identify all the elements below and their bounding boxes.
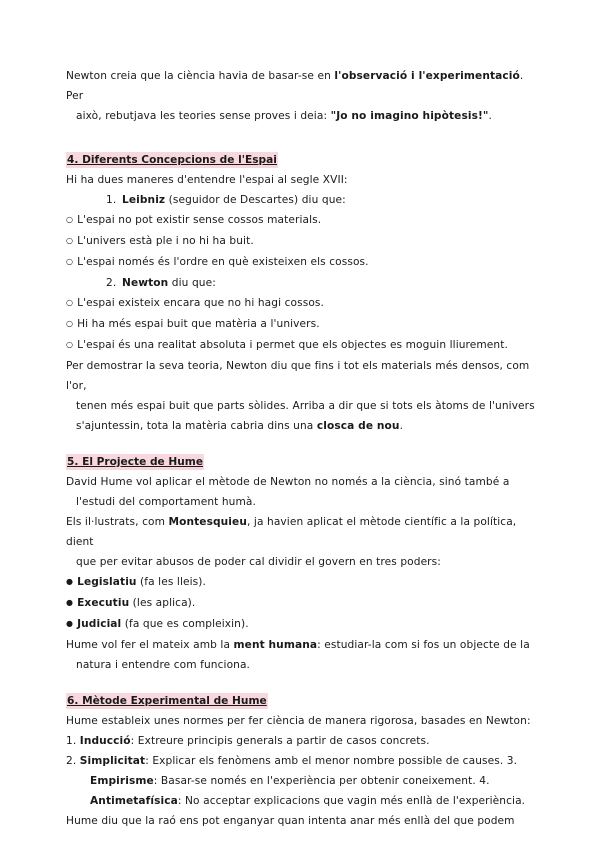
bold-term: Newton (122, 277, 169, 289)
paragraph-line: Hume diu que la raó ens pot enganyar quan intenta anar més enllà del que podem (66, 815, 515, 827)
text: . (488, 110, 492, 122)
list-item (66, 593, 536, 614)
ordered-item-leibniz (66, 190, 536, 210)
paragraph-line (66, 512, 536, 552)
paragraph-line: l'estudi del comportament humà. (76, 496, 256, 508)
paragraph-line (66, 635, 536, 655)
bold-term: Simplicitat (79, 755, 146, 767)
paragraph-line: David Hume vol aplicar el mètode de Newton no només a la ciència, sinó també a (66, 476, 510, 488)
text: : No acceptar explicacions que vagin més enllà de l'experiència. (177, 795, 526, 807)
rule-item (66, 731, 536, 751)
intro-line-1 (66, 66, 536, 106)
text: Newton creia que la ciència havia de basar-se en (66, 70, 335, 82)
bold-term: Inducció (79, 735, 131, 747)
text: , ja havien aplicat el mètode científic a la política, dient (66, 516, 517, 548)
list-item: ○ L'espai no pot existir sense cossos materials. (66, 210, 536, 231)
bold-term: Empirisme (90, 775, 154, 787)
text: Hume vol fer el mateix amb la (66, 639, 234, 651)
section-6-intro: Hume estableix unes normes per fer ciència de manera rigorosa, basades en Newton: (66, 715, 531, 727)
text: Els il·lustrats, com (66, 516, 169, 528)
text: : Explicar els fenòmens amb el menor nombre possible de causes. 3. (145, 755, 518, 767)
section-heading: 5. El Projecte de Hume (67, 456, 204, 468)
bold-term: Leibniz (122, 194, 166, 206)
intro-line-2 (66, 106, 536, 126)
bold-term: Judicial (77, 618, 122, 630)
bold-term: Antimetafísica (90, 795, 178, 807)
list-item (66, 614, 536, 635)
section-heading: 6. Mètode Experimental de Hume (67, 695, 267, 707)
list-item: ○ L'univers està ple i no hi ha buit. (66, 231, 536, 252)
section-6-heading-wrap (66, 689, 536, 709)
list-item (66, 572, 536, 593)
text: diu que: (168, 277, 216, 289)
ordered-item-newton (66, 273, 536, 293)
bold-term: closca de nou (316, 420, 400, 432)
text: això, rebutjava les teories sense proves i deia: (76, 110, 331, 122)
rule-item (66, 791, 536, 811)
text: (les aplica). (129, 597, 196, 609)
bold-term: Montesquieu (168, 516, 247, 528)
list-item: ○ Hi ha més espai buit que matèria a l'univers. (66, 314, 536, 335)
list-number: 2. (66, 755, 80, 767)
text: (fa les lleis). (136, 576, 206, 588)
text: (seguidor de Descartes) diu que: (165, 194, 346, 206)
list-number: 2. (106, 277, 117, 289)
list-item: ○ L'espai existeix encara que no hi hagi cossos. (66, 293, 536, 314)
text: (fa que es compleixin). (121, 618, 249, 630)
bold-term: l'observació i l'experimentació (334, 70, 520, 82)
list-item: ○ L'espai és una realitat absoluta i permet que els objectes es moguin lliurement. (66, 335, 536, 356)
paragraph-line: que per evitar abusos de poder cal dividir el govern en tres poders: (76, 556, 441, 568)
text: : estudiar-la com si fos un objecte de la (317, 639, 530, 651)
paragraph-line: natura i entendre com funciona. (76, 659, 251, 671)
text: : Extreure principis generals a partir de casos concrets. (130, 735, 430, 747)
paragraph-line: Per demostrar la seva teoria, Newton diu que fins i tot els materials més densos, com l'or, (66, 360, 530, 392)
text: s'ajuntessin, tota la matèria cabria dins una (76, 420, 317, 432)
section-heading: 4. Diferents Concepcions de l'Espai (67, 154, 277, 166)
bold-term: ment humana (233, 639, 318, 651)
bold-term: Legislatiu (77, 576, 137, 588)
section-5-heading-wrap (66, 450, 536, 470)
section-4-intro: Hi ha dues maneres d'entendre l'espai al segle XVII: (66, 174, 348, 186)
text: : Basar-se només en l'experiència per obtenir coneixement. 4. (153, 775, 490, 787)
rule-item (66, 771, 536, 791)
bold-quote: "Jo no imagino hipòtesis!" (330, 110, 489, 122)
list-number: 1. (106, 194, 117, 206)
rule-item (66, 751, 536, 771)
bold-term: Executiu (77, 597, 130, 609)
document-body (66, 66, 536, 831)
paragraph-line (66, 416, 536, 436)
section-4-heading-wrap (66, 148, 536, 168)
text: . Per (66, 70, 524, 102)
text: . (399, 420, 404, 432)
paragraph-line: tenen més espai buit que parts sòlides. Arriba a dir que si tots els àtoms de l'univers (76, 400, 535, 412)
list-item: ○ L'espai només és l'ordre en què existeixen els cossos. (66, 252, 536, 273)
list-number: 1. (66, 735, 80, 747)
